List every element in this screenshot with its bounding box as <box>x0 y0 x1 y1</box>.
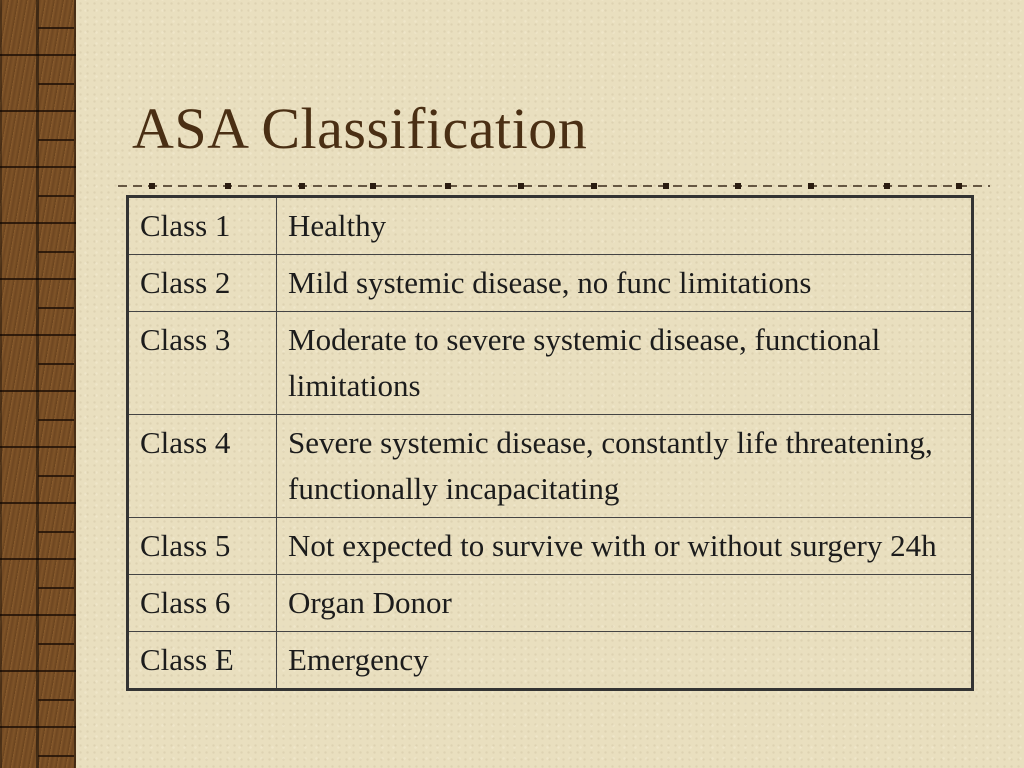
description-cell: Healthy <box>277 197 973 255</box>
class-cell: Class 3 <box>128 312 277 415</box>
description-cell: Severe systemic disease, constantly life threatening, functionally incapacitating <box>277 415 973 518</box>
description-cell: Emergency <box>277 632 973 690</box>
asa-classification-table <box>126 195 974 691</box>
title-divider <box>118 182 990 190</box>
table-row <box>128 312 973 415</box>
table-row <box>128 197 973 255</box>
class-cell: Class 4 <box>128 415 277 518</box>
class-cell: Class 1 <box>128 197 277 255</box>
description-cell: Organ Donor <box>277 575 973 632</box>
class-cell: Class 6 <box>128 575 277 632</box>
description-cell: Moderate to severe systemic disease, functional limitations <box>277 312 973 415</box>
decorative-wood-strip <box>0 0 76 768</box>
class-cell: Class 2 <box>128 255 277 312</box>
table-row <box>128 415 973 518</box>
table-row <box>128 255 973 312</box>
class-cell: Class E <box>128 632 277 690</box>
table-row <box>128 575 973 632</box>
description-cell: Mild systemic disease, no func limitations <box>277 255 973 312</box>
table-row <box>128 632 973 690</box>
class-cell: Class 5 <box>128 518 277 575</box>
table-row <box>128 518 973 575</box>
description-cell: Not expected to survive with or without surgery 24h <box>277 518 973 575</box>
slide-title: ASA Classification <box>132 96 588 161</box>
